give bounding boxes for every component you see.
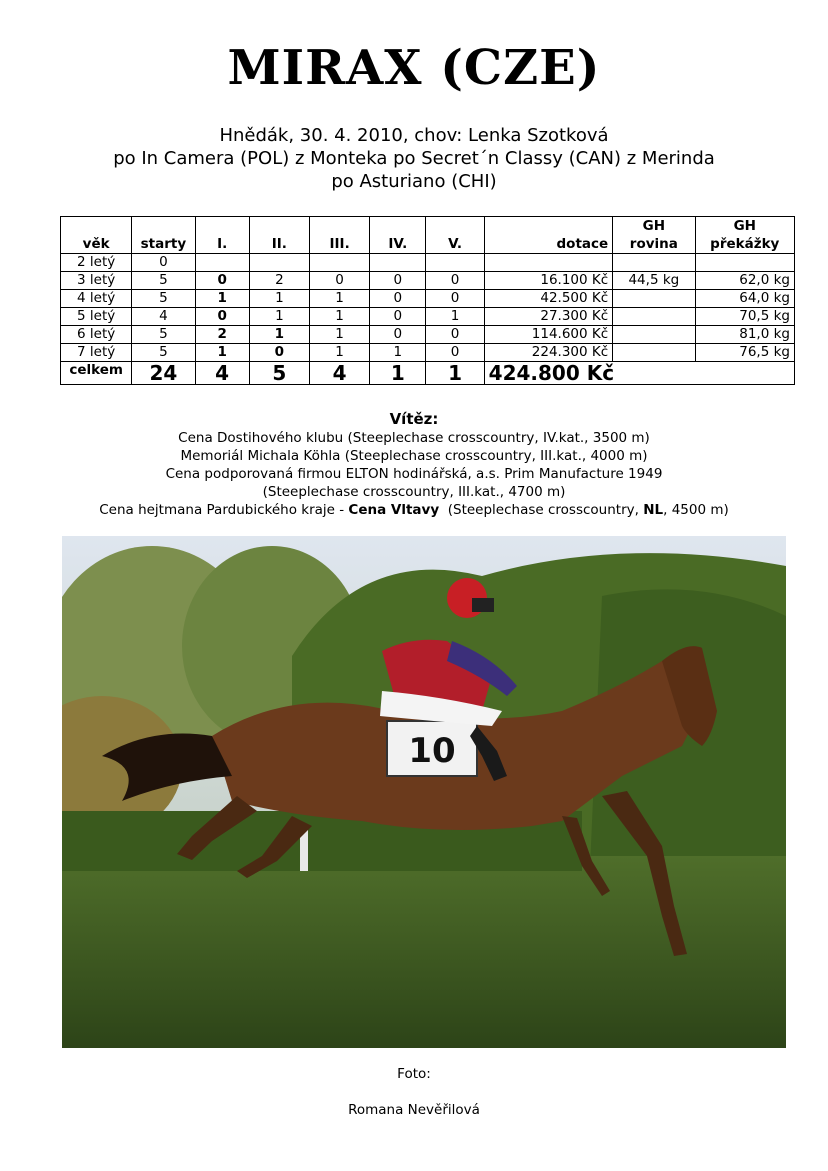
cell-first: 1 (195, 290, 249, 308)
table-row (61, 326, 795, 344)
cell-fifth: 0 (426, 326, 484, 344)
cell-age: 6 letý (61, 326, 132, 344)
cell-fourth: 1 (370, 344, 426, 362)
cell-starts: 5 (132, 326, 195, 344)
header-gh-flat-line1: GH (642, 218, 666, 234)
cell-first: 2 (195, 326, 249, 344)
winner-race-4 (0, 501, 828, 519)
photographer-name: Romana Nevěřilová (348, 1102, 480, 1118)
winner-race-4-prefix: Cena hejtmana Pardubického kraje - (99, 502, 349, 518)
table-header-row (61, 217, 795, 254)
cell-prize: 42.500 Kč (484, 290, 613, 308)
cell-age: 3 letý (61, 272, 132, 290)
cell-prize: 224.300 Kč (484, 344, 613, 362)
header-gh-flat (613, 217, 695, 254)
cell-fifth: 0 (426, 290, 484, 308)
cell-second: 1 (249, 290, 309, 308)
table-row (61, 308, 795, 326)
header-first: I. (195, 217, 249, 254)
header-starts: starty (132, 217, 195, 254)
total-starts: 24 (132, 362, 195, 385)
cell-starts: 4 (132, 308, 195, 326)
cell-prize: 27.300 Kč (484, 308, 613, 326)
cell-second: 2 (249, 272, 309, 290)
table-row (61, 290, 795, 308)
winner-race-4-details: (Steeplechase crosscountry, (439, 502, 644, 518)
table-total-row (61, 362, 795, 385)
header-fourth: IV. (370, 217, 426, 254)
header-gh-jump-line2: překážky (710, 236, 780, 252)
cell-gh-flat (613, 254, 695, 272)
winner-races (0, 429, 828, 519)
total-fifth: 1 (426, 362, 484, 385)
winner-race-4-category: NL (643, 502, 664, 518)
cell-starts: 0 (132, 254, 195, 272)
cell-gh-flat (613, 344, 695, 362)
photo-caption: Foto: (397, 1066, 431, 1082)
winner-heading: Vítěz: (389, 410, 439, 428)
info-line-birth: Hnědák, 30. 4. 2010, chov: Lenka Szotková (219, 125, 609, 146)
header-age: věk (61, 217, 132, 254)
total-prize: 424.800 Kč (484, 362, 794, 385)
cell-gh-flat (613, 308, 695, 326)
header-gh-jump-line1: GH (733, 218, 756, 234)
total-label: celkem (61, 362, 132, 385)
cell-prize: 114.600 Kč (484, 326, 613, 344)
winner-race-4-name: Cena Vltavy (348, 502, 440, 518)
horse-name-title: MIRAX (CZE) (227, 40, 601, 96)
photo-illustration (62, 536, 786, 1048)
header-gh-flat-line2: rovina (629, 236, 678, 252)
cell-third (309, 254, 369, 272)
cell-age: 2 letý (61, 254, 132, 272)
cell-third: 1 (309, 344, 369, 362)
cell-second (249, 254, 309, 272)
winner-race-1: Cena Dostihového klubu (Steeplechase crosscountry, IV.kat., 3500 m) (178, 430, 650, 446)
cell-starts: 5 (132, 272, 195, 290)
header-third: III. (309, 217, 369, 254)
cell-fifth: 1 (426, 308, 484, 326)
cell-second: 1 (249, 308, 309, 326)
table-row (61, 344, 795, 362)
cell-gh-jump: 62,0 kg (695, 272, 794, 290)
total-fourth: 1 (370, 362, 426, 385)
winner-race-3: Cena podporovaná firmou ELTON hodinářská, a.s. Prim Manufacture 1949 (165, 466, 663, 482)
cell-gh-jump (695, 254, 794, 272)
cell-fourth (370, 254, 426, 272)
cell-fifth (426, 254, 484, 272)
cell-gh-jump: 64,0 kg (695, 290, 794, 308)
race-statistics-table (60, 216, 795, 385)
info-line-pedigree-cont: po Asturiano (CHI) (331, 171, 497, 192)
cell-gh-jump: 70,5 kg (695, 308, 794, 326)
header-fifth: V. (426, 217, 484, 254)
saddle-number: 10 (408, 731, 456, 771)
table-row (61, 254, 795, 272)
header-gh-jump (695, 217, 794, 254)
header-second: II. (249, 217, 309, 254)
total-first: 4 (195, 362, 249, 385)
cell-third: 0 (309, 272, 369, 290)
cell-gh-flat: 44,5 kg (613, 272, 695, 290)
cell-age: 7 letý (61, 344, 132, 362)
cell-gh-jump: 81,0 kg (695, 326, 794, 344)
cell-first: 0 (195, 308, 249, 326)
cell-age: 5 letý (61, 308, 132, 326)
cell-fifth: 0 (426, 272, 484, 290)
cell-second: 1 (249, 326, 309, 344)
cell-starts: 5 (132, 344, 195, 362)
cell-fifth: 0 (426, 344, 484, 362)
cell-third: 1 (309, 308, 369, 326)
cell-prize (484, 254, 613, 272)
table-row (61, 272, 795, 290)
info-line-pedigree: po In Camera (POL) z Monteka po Secret´n Classy (CAN) z Merinda (113, 148, 715, 169)
header-prize: dotace (484, 217, 613, 254)
total-second: 5 (249, 362, 309, 385)
winner-race-3-details: (Steeplechase crosscountry, III.kat., 4700 m) (262, 484, 566, 500)
total-third: 4 (309, 362, 369, 385)
horse-jumping-photo (62, 536, 786, 1048)
cell-fourth: 0 (370, 272, 426, 290)
winner-race-2: Memoriál Michala Köhla (Steeplechase crosscountry, III.kat., 4000 m) (180, 448, 648, 464)
cell-fourth: 0 (370, 326, 426, 344)
cell-prize: 16.100 Kč (484, 272, 613, 290)
cell-second: 0 (249, 344, 309, 362)
horse-info (0, 124, 828, 193)
cell-first (195, 254, 249, 272)
cell-starts: 5 (132, 290, 195, 308)
cell-gh-jump: 76,5 kg (695, 344, 794, 362)
cell-first: 0 (195, 272, 249, 290)
cell-gh-flat (613, 290, 695, 308)
cell-age: 4 letý (61, 290, 132, 308)
cell-gh-flat (613, 326, 695, 344)
cell-first: 1 (195, 344, 249, 362)
cell-third: 1 (309, 326, 369, 344)
cell-fourth: 0 (370, 290, 426, 308)
cell-fourth: 0 (370, 308, 426, 326)
cell-third: 1 (309, 290, 369, 308)
winner-race-4-distance: , 4500 m) (663, 502, 729, 518)
